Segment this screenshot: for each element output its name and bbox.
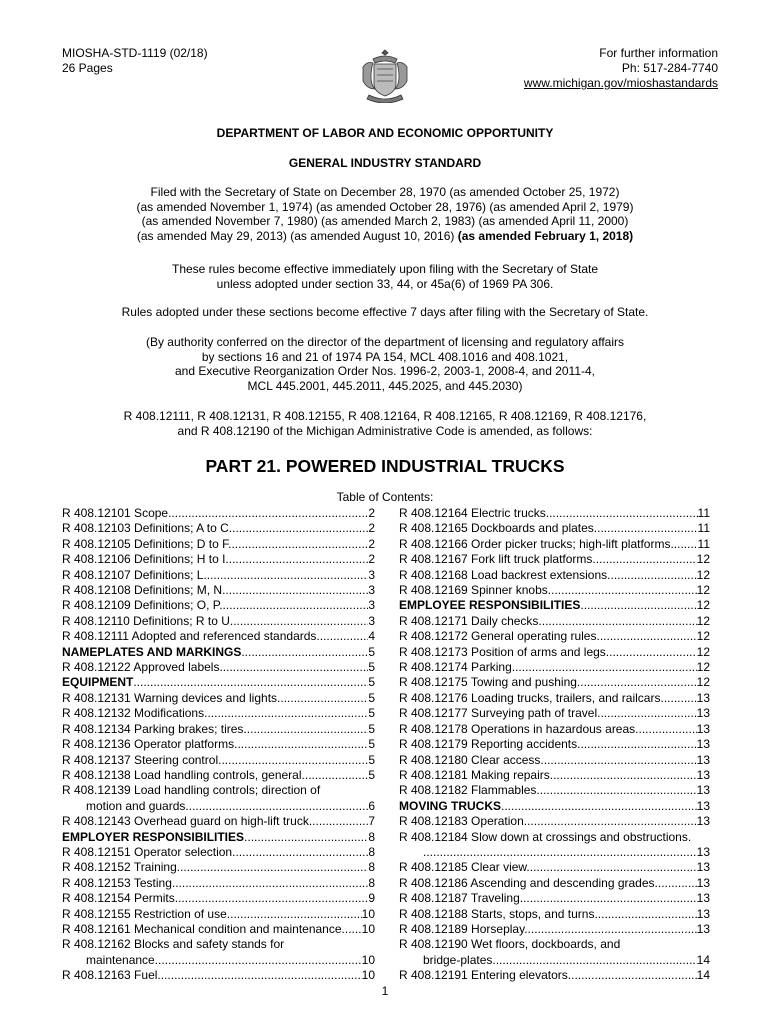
toc-entry-page: 3 xyxy=(368,583,375,598)
toc-dot-leader xyxy=(244,830,368,845)
toc-entry-title: R 408.12179 Reporting accidents. xyxy=(399,737,581,752)
toc-dot-leader xyxy=(178,891,368,906)
toc-entry-page: 13 xyxy=(696,891,710,906)
page-count: 26 Pages xyxy=(62,61,113,75)
toc-entry-page: 3 xyxy=(368,567,375,582)
toc-dot-leader xyxy=(172,876,368,891)
toc-entry[interactable] xyxy=(399,768,710,783)
toc-entry-title: bridge-plates. xyxy=(423,952,496,967)
effective-block: These rules become effective immediately upon filing with the Secretary of State unless adopted under section 33, 44, or 45a(6) of 1969 PA 306. xyxy=(172,262,598,291)
toc-entry-title: EQUIPMENT xyxy=(62,675,134,690)
toc-dot-leader xyxy=(549,506,697,521)
toc-entry[interactable] xyxy=(399,799,710,814)
toc-entry-title: R 408.12108 Definitions; M, N. xyxy=(62,583,226,598)
toc-entry-page: 13 xyxy=(696,860,710,875)
toc-entry[interactable] xyxy=(62,706,375,721)
toc-dot-leader xyxy=(180,860,368,875)
toc-dot-leader xyxy=(221,753,368,768)
toc-entry-page: 3 xyxy=(368,613,375,628)
toc-entry[interactable] xyxy=(399,922,710,937)
toc-entry[interactable] xyxy=(399,830,710,845)
toc-entry[interactable] xyxy=(399,660,710,675)
toc-entry-page: 7 xyxy=(368,814,375,829)
toc-entry-title: R 408.12155 Restriction of use. xyxy=(62,906,231,921)
header-left xyxy=(62,46,208,76)
toc-entry-page: 13 xyxy=(696,814,710,829)
toc-entry[interactable] xyxy=(62,922,375,937)
toc-entry-page: 13 xyxy=(696,752,710,767)
toc-entry[interactable] xyxy=(62,799,375,814)
filing-line: (as amended November 7, 1980) (as amended March 2, 1983) (as amended April 11, 2000) xyxy=(141,214,629,228)
toc-dot-leader xyxy=(544,753,697,768)
toc-entry-page: 12 xyxy=(696,583,710,598)
toc-dot-leader xyxy=(501,799,697,814)
toc-entry-page: 8 xyxy=(368,875,375,890)
toc-entry-page: 13 xyxy=(696,844,710,859)
toc-entry-page: 12 xyxy=(696,613,710,628)
toc-dot-leader xyxy=(280,691,368,706)
toc-left-column xyxy=(62,506,375,984)
toc-dot-leader xyxy=(185,799,368,814)
toc-entry-page: 5 xyxy=(368,706,375,721)
filing-line: (as amended May 29, 2013) (as amended August 10, 2016) (as amended February 1, 2018) xyxy=(136,228,634,243)
toc-entry-page: 13 xyxy=(696,737,710,752)
toc-entry[interactable] xyxy=(62,768,375,783)
toc-entry-page: 11 xyxy=(697,521,710,536)
toc-dot-leader xyxy=(232,521,368,536)
toc-entry-title: R 408.12131 Warning devices and lights. xyxy=(62,690,281,705)
toc-dot-leader xyxy=(229,552,369,567)
toc-entry[interactable] xyxy=(399,953,710,968)
toc-entry-title: R 408.12180 Clear access. xyxy=(399,752,544,767)
toc-dot-leader xyxy=(320,629,369,644)
toc-dot-leader xyxy=(609,645,697,660)
toc-right-column xyxy=(399,506,710,984)
toc-entry-title: R 408.12109 Definitions; O, P. xyxy=(62,598,223,613)
toc-entry[interactable] xyxy=(62,537,375,552)
toc-entry-title: R 408.12186 Ascending and descending grades. xyxy=(399,875,658,890)
toc-entry-page: 13 xyxy=(696,783,710,798)
toc-entry-page: 5 xyxy=(368,737,375,752)
toc-entry-page: 12 xyxy=(696,552,710,567)
toc-entry[interactable] xyxy=(399,907,710,922)
toc-entry-title: R 408.12162 Blocks and safety stands for xyxy=(62,937,285,952)
latest-amendment: (as amended February 1, 2018) xyxy=(457,228,634,243)
toc-entry[interactable] xyxy=(62,953,375,968)
toc-entry[interactable] xyxy=(399,783,710,798)
toc-entry-title: R 408.12164 Electric trucks. xyxy=(399,506,550,520)
toc-entry-title: R 408.12137 Steering control. xyxy=(62,752,222,767)
toc-entry[interactable] xyxy=(62,876,375,891)
toc-entry-title: R 408.12136 Operator platforms. xyxy=(62,737,238,752)
toc-dot-leader xyxy=(237,737,368,752)
toc-entry[interactable] xyxy=(399,737,710,752)
toc-entry-page: 10 xyxy=(361,906,375,921)
toc-entry[interactable] xyxy=(62,552,375,567)
toc-dot-leader xyxy=(610,568,696,583)
toc-entry-page: 13 xyxy=(696,706,710,721)
toc-entry[interactable] xyxy=(399,583,710,598)
toc-dot-leader xyxy=(233,614,368,629)
toc-entry-title: R 408.12190 Wet floors, dockboards, and xyxy=(399,937,621,952)
michigan-seal-icon xyxy=(359,47,411,103)
toc-entry[interactable] xyxy=(399,891,710,906)
toc-entry-page: 5 xyxy=(368,721,375,736)
toc-entry[interactable] xyxy=(62,691,375,706)
toc-entry-page: 13 xyxy=(696,690,710,705)
toc-entry-title: R 408.12107 Definitions; L. xyxy=(62,567,207,582)
toc-entry[interactable] xyxy=(62,783,375,798)
toc-dot-leader xyxy=(231,537,368,552)
toc-entry-title: R 408.12143 Overhead guard on high-lift truck. xyxy=(62,814,313,829)
toc-entry[interactable] xyxy=(62,968,375,983)
toc-entry-page: 13 xyxy=(696,798,710,813)
toc-dot-leader xyxy=(247,722,369,737)
toc-entry[interactable] xyxy=(399,937,710,952)
toc-entry[interactable] xyxy=(399,645,710,660)
toc-entry-title: R 408.12134 Parking brakes; tires. xyxy=(62,721,247,736)
header-right xyxy=(524,46,718,91)
toc-entry-title: R 408.12122 Approved labels. xyxy=(62,660,223,675)
toc-dot-leader xyxy=(171,506,368,521)
toc-entry-title: R 408.12152 Training. xyxy=(62,860,181,875)
toc-entry-page: 2 xyxy=(368,536,375,551)
toc-entry[interactable] xyxy=(62,660,375,675)
toc-entry-page: 5 xyxy=(368,767,375,782)
std-id: MIOSHA-STD-1119 (02/18) xyxy=(62,46,208,60)
toc-entry-page: 3 xyxy=(368,598,375,613)
toc-entry-page: 11 xyxy=(697,506,710,520)
toc-entry[interactable] xyxy=(399,876,710,891)
toc-dot-leader xyxy=(580,737,696,752)
toc-dot-leader xyxy=(207,568,369,583)
toc-entry-title: R 408.12103 Definitions; A to C. xyxy=(62,521,233,536)
toc-dot-leader xyxy=(551,583,697,598)
toc-dot-leader xyxy=(527,814,697,829)
toc-entry[interactable] xyxy=(399,521,710,536)
toc-entry-title: R 408.12177 Surveying path of travel. xyxy=(399,706,601,721)
toc-dot-leader xyxy=(158,953,362,968)
toc-entry[interactable] xyxy=(399,706,710,721)
toc-entry-title: R 408.12183 Operation. xyxy=(399,814,528,829)
toc-entry[interactable] xyxy=(399,968,710,983)
toc-entry[interactable] xyxy=(62,568,375,583)
toc-entry-title: MOVING TRUCKS xyxy=(399,798,501,813)
toc-dot-leader xyxy=(230,907,362,922)
toc-title: Table of Contents: xyxy=(336,490,434,504)
toc-entry-title: R 408.12101 Scope. xyxy=(62,506,172,520)
toc-dot-leader xyxy=(133,675,368,690)
toc-entry[interactable] xyxy=(399,675,710,690)
toc-entry[interactable] xyxy=(399,568,710,583)
toc-entry[interactable] xyxy=(62,937,375,952)
toc-entry-page: 13 xyxy=(696,921,710,936)
toc-entry-page: 5 xyxy=(368,690,375,705)
toc-entry-title: R 408.12184 Slow down at crossings and obstructions. xyxy=(399,829,692,844)
toc-dot-leader xyxy=(342,922,362,937)
toc-dot-leader xyxy=(600,706,696,721)
toc-entry-page: 14 xyxy=(696,968,710,983)
toc-entry-page: 10 xyxy=(361,952,375,967)
standard-type: GENERAL INDUSTRY STANDARD xyxy=(288,156,482,170)
toc-dot-leader xyxy=(580,598,696,613)
toc-entry-page: 12 xyxy=(696,660,710,675)
toc-entry-title: R 408.12166 Order picker trucks; high-lift platforms. xyxy=(399,536,674,551)
info-title: For further information xyxy=(599,46,718,60)
toc-entry-page: 12 xyxy=(696,567,710,582)
toc-entry[interactable] xyxy=(399,722,710,737)
toc-entry[interactable] xyxy=(62,722,375,737)
toc-entry[interactable] xyxy=(62,614,375,629)
toc-entry-title: motion and guards xyxy=(86,798,186,813)
toc-entry-title: maintenance. xyxy=(86,952,159,967)
toc-entry-title: R 408.12139 Load handling controls; direction of xyxy=(62,783,321,798)
toc-entry[interactable] xyxy=(62,675,375,690)
toc-dot-leader xyxy=(223,598,369,613)
toc-entry[interactable] xyxy=(62,845,375,860)
toc-entry-title: EMPLOYEE RESPONSIBILITIES xyxy=(399,598,581,613)
toc-entry-title: R 408.12111 Adopted and referenced standards. xyxy=(62,629,320,644)
toc-entry-page: 11 xyxy=(697,536,710,551)
toc-dot-leader xyxy=(664,691,697,706)
toc-dot-leader xyxy=(161,968,362,983)
toc-entry-page: 9 xyxy=(368,891,375,906)
rules-adopted: Rules adopted under these sections become effective 7 days after filing with the Secretary of State. xyxy=(121,305,649,319)
page-number: 1 xyxy=(381,984,389,998)
toc-entry-title: R 408.12176 Loading trucks, trailers, and railcars. xyxy=(399,690,664,705)
toc-entry-page: 14 xyxy=(696,952,710,967)
toc-entry-title: R 408.12168 Load backrest extensions. xyxy=(399,567,611,582)
toc-entry[interactable] xyxy=(62,521,375,536)
toc-entry[interactable] xyxy=(399,845,710,860)
toc-entry-title: R 408.12171 Daily checks. xyxy=(399,613,542,628)
toc-entry-page: 10 xyxy=(361,921,375,936)
toc-entry-title: R 408.12169 Spinner knobs. xyxy=(399,583,552,598)
toc-dot-leader xyxy=(600,629,697,644)
toc-entry-title: R 408.12188 Starts, stops, and turns. xyxy=(399,906,598,921)
toc-entry-title: R 408.12165 Dockboards and plates. xyxy=(399,521,598,536)
toc-entry-page: 12 xyxy=(696,629,710,644)
toc-entry-page: 12 xyxy=(696,644,710,659)
toc-dot-leader xyxy=(496,953,697,968)
toc-dot-leader xyxy=(597,521,697,536)
toc-dot-leader xyxy=(235,845,368,860)
toc-entry[interactable] xyxy=(62,907,375,922)
toc-entry-page: 13 xyxy=(696,875,710,890)
toc-entry-page: 13 xyxy=(696,767,710,782)
department: DEPARTMENT OF LABOR AND ECONOMIC OPPORTUNITY xyxy=(216,126,554,140)
toc-entry-page: 13 xyxy=(696,906,710,921)
toc-entry-page: 8 xyxy=(368,829,375,844)
toc-entry-title: R 408.12182 Flammables. xyxy=(399,783,540,798)
toc-entry[interactable] xyxy=(62,737,375,752)
toc-entry[interactable] xyxy=(399,629,710,644)
toc-entry[interactable] xyxy=(399,814,710,829)
toc-entry-page: 5 xyxy=(368,644,375,659)
toc-dot-leader xyxy=(542,614,697,629)
amended-block: R 408.12111, R 408.12131, R 408.12155, R 408.12164, R 408.12165, R 408.12169, R 408.12176, and R 408.12190 of the Michigan Administrative Code is amended, as follows: xyxy=(123,409,647,438)
toc-dot-leader xyxy=(207,706,368,721)
toc-entry-title: EMPLOYER RESPONSIBILITIES xyxy=(62,829,245,844)
toc-dot-leader xyxy=(553,768,697,783)
toc-entry-page: 8 xyxy=(368,860,375,875)
authority-block: (By authority conferred on the director of the department of licensing and regulatory affairs by sections 16 and 21 of 1974 PA 154, MCL 408.1016 and 408.1021, and Executive Reorganization Order Nos. 1996-2, 2003-1, 2008-4, and 2011-4, MCL 445.2001, 445.2011, 445.2025, and 445.2030) xyxy=(145,335,625,393)
filing-line: Filed with the Secretary of State on December 28, 1970 (as amended October 25, 1972) xyxy=(150,185,620,199)
toc-entry[interactable] xyxy=(399,506,710,521)
toc-entry-page: 12 xyxy=(696,675,710,690)
toc-entry-title: NAMEPLATES AND MARKINGS xyxy=(62,644,242,659)
toc-entry-title: R 408.12151 Operator selection. xyxy=(62,844,236,859)
toc-entry-title: R 408.12191 Entering elevators. xyxy=(399,968,572,983)
toc-dot-leader xyxy=(596,552,697,567)
toc-dot-leader xyxy=(225,583,368,598)
toc-entry[interactable] xyxy=(399,614,710,629)
toc-entry-title: R 408.12161 Mechanical condition and maintenance xyxy=(62,921,342,936)
phone: Ph: 517-284-7740 xyxy=(621,61,718,75)
toc-entry-page: 2 xyxy=(368,521,375,536)
toc-dot-leader xyxy=(530,860,697,875)
toc-entry-page: 13 xyxy=(696,721,710,736)
toc-entry-page: 4 xyxy=(368,629,375,644)
toc-entry[interactable] xyxy=(62,814,375,829)
toc-dot-leader xyxy=(577,675,697,690)
toc-dot-leader xyxy=(312,814,368,829)
toc-dot-leader xyxy=(423,845,697,860)
toc-entry-title: R 408.12154 Permits. xyxy=(62,891,179,906)
toc-entry[interactable] xyxy=(62,830,375,845)
toc-entry[interactable] xyxy=(399,860,710,875)
toc-entry-page: 2 xyxy=(368,552,375,567)
toc-entry[interactable] xyxy=(62,645,375,660)
filing-line: (as amended November 1, 1974) (as amended October 28, 1976) (as amended April 2, 1979) xyxy=(136,199,634,214)
toc-entry[interactable] xyxy=(62,598,375,613)
toc-dot-leader xyxy=(598,907,697,922)
toc-entry-title: R 408.12172 General operating rules. xyxy=(399,629,600,644)
toc-entry-page: 6 xyxy=(368,798,375,813)
toc-entry[interactable] xyxy=(62,583,375,598)
toc-dot-leader xyxy=(305,768,368,783)
toc-dot-leader xyxy=(540,783,697,798)
toc-entry-title: R 408.12138 Load handling controls, general. xyxy=(62,767,305,782)
toc-entry-title: R 408.12173 Position of arms and legs. xyxy=(399,644,610,659)
filing-block xyxy=(0,185,770,243)
toc-dot-leader xyxy=(241,645,368,660)
toc-entry-title: R 408.12163 Fuel. xyxy=(62,968,161,983)
toc-dot-leader xyxy=(571,968,697,983)
toc-entry[interactable] xyxy=(62,860,375,875)
toc-entry-page: 8 xyxy=(368,844,375,859)
website-link[interactable]: www.michigan.gov/mioshastandards xyxy=(523,76,718,90)
toc-entry-page: 5 xyxy=(368,752,375,767)
toc-entry[interactable] xyxy=(62,506,375,521)
toc-dot-leader xyxy=(223,660,369,675)
toc-entry-page: 5 xyxy=(368,660,375,675)
toc-entry-page: 5 xyxy=(368,675,375,690)
toc-entry[interactable] xyxy=(62,891,375,906)
toc-entry-title: R 408.12178 Operations in hazardous areas. xyxy=(399,721,639,736)
toc-dot-leader xyxy=(674,537,698,552)
toc-dot-leader xyxy=(639,722,697,737)
toc-entry-title: R 408.12189 Horseplay. xyxy=(399,921,528,936)
toc-dot-leader xyxy=(658,876,697,891)
toc-entry-title: R 408.12105 Definitions; D to F. xyxy=(62,536,232,551)
toc-entry-title: R 408.12132 Modifications. xyxy=(62,706,208,721)
toc-entry[interactable] xyxy=(399,691,710,706)
toc-entry[interactable] xyxy=(399,537,710,552)
toc-dot-leader xyxy=(528,922,697,937)
toc-entry[interactable] xyxy=(399,552,710,567)
toc-entry-title: R 408.12187 Traveling. xyxy=(399,891,524,906)
toc-entry[interactable] xyxy=(62,753,375,768)
toc-entry-page: 10 xyxy=(361,968,375,983)
toc-entry-title: R 408.12181 Making repairs. xyxy=(399,767,554,782)
toc-entry-title: R 408.12110 Definitions; R to U. xyxy=(62,613,234,628)
toc-entry-title: R 408.12153 Testing xyxy=(62,875,172,890)
toc-entry-title: R 408.12185 Clear view. xyxy=(399,860,530,875)
toc-entry[interactable] xyxy=(399,598,710,613)
toc-dot-leader xyxy=(515,660,697,675)
toc-entry-title: R 408.12167 Fork lift truck platforms. xyxy=(399,552,596,567)
toc-entry-page: 12 xyxy=(696,598,710,613)
toc-entry-title: R 408.12106 Definitions; H to I. xyxy=(62,552,229,567)
toc-entry[interactable] xyxy=(62,629,375,644)
toc-entry[interactable] xyxy=(399,753,710,768)
toc-entry-title: R 408.12174 Parking. xyxy=(399,660,516,675)
toc-entry-page: 2 xyxy=(368,506,375,520)
part-title: PART 21. POWERED INDUSTRIAL TRUCKS xyxy=(205,456,565,476)
toc-entry-title: R 408.12175 Towing and pushing xyxy=(399,675,577,690)
toc-dot-leader xyxy=(523,891,697,906)
